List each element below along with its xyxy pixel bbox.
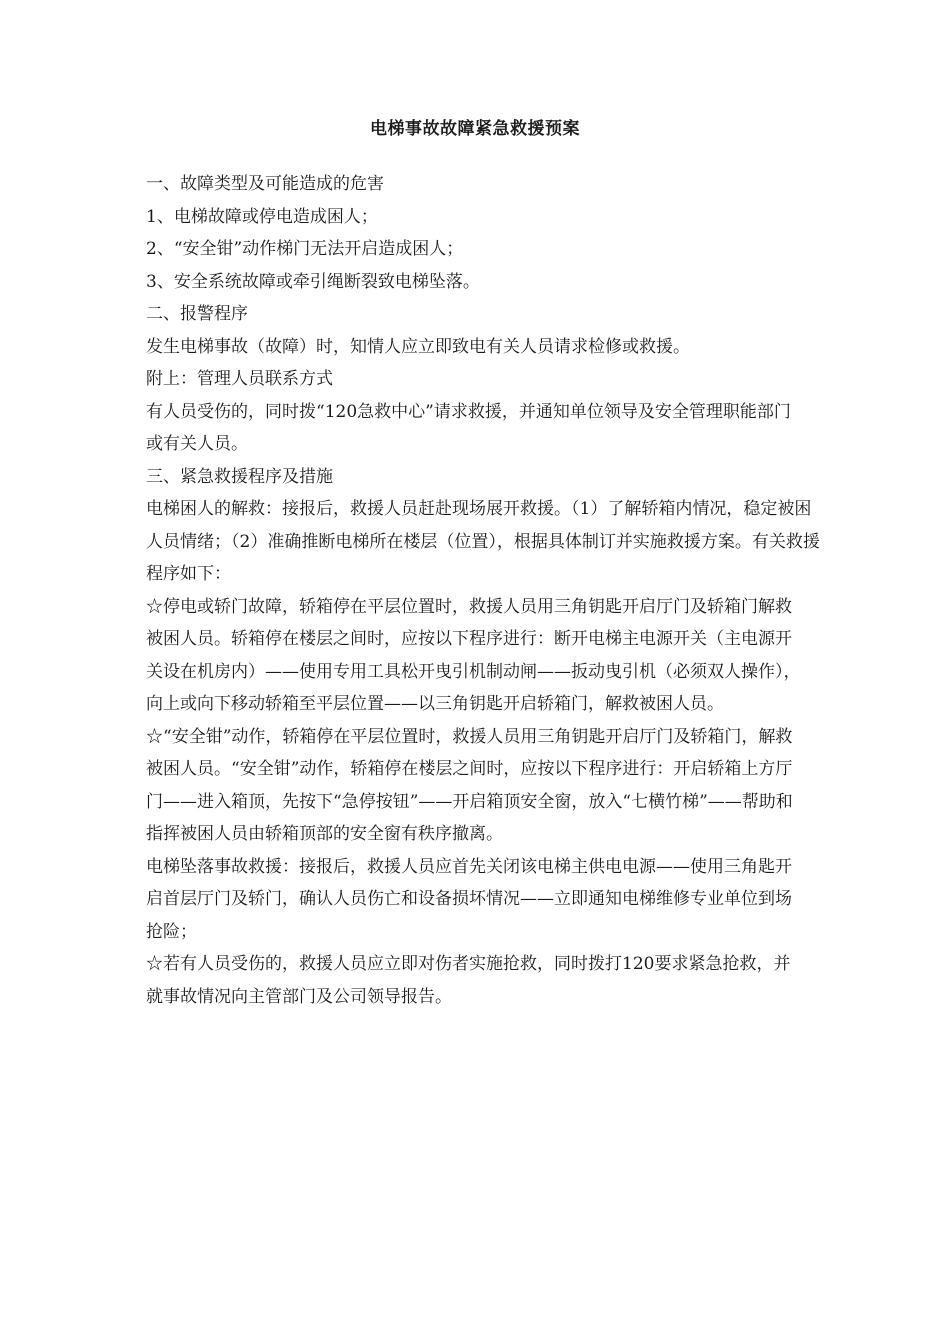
paragraph-injury: 有人员受伤的，同时拨“120急救中心”请求救援，并通知单位领导及安全管理职能部门或有关人员。 (146, 401, 791, 454)
list-item-2: 2、“安全钳”动作梯门无法开启造成困人； (146, 239, 464, 259)
section-heading-3: 三、紧急救援程序及措施 (146, 466, 333, 487)
list-item-1: 1、电梯故障或停电造成困人； (146, 206, 378, 227)
section-heading-1: 一、故障类型及可能造成的危害 (146, 174, 384, 194)
paragraph-alarm: 发生电梯事故（故障）时，知情人应立即致电有关人员请求检修或救援。 (146, 336, 690, 357)
section-heading-2: 二、报警程序 (146, 304, 248, 324)
paragraph-safety-gear: ☆“安全钳”动作，轿箱停在平层位置时，救援人员用三角钥匙开启厅门及轿箱门，解救被困人员。“安全钳”动作，轿箱停在楼层之间时，应按以下程序进行：开启轿箱上方厅门——进入箱顶，先按下“急停按钮”——开启箱顶安全窗，放入“七横竹梯”——帮助和指挥被困人员由轿箱顶部的安全窗有秩序撤离。 (146, 726, 793, 844)
list-item-3: 3、安全系统故障或牵引绳断裂致电梯坠落。 (146, 271, 480, 292)
document-body (146, 168, 826, 1013)
paragraph-trapped-rescue: 电梯困人的解救：接报后，救援人员赶赴现场展开救援。（1）了解轿箱内情况，稳定被困人员情绪；（2）准确推断电梯所在楼层（位置），根据具体制订并实施救援方案。有关救援程序如下： (146, 499, 820, 584)
paragraph-power-failure: ☆停电或轿门故障，轿箱停在平层位置时，救援人员用三角钥匙开启厅门及轿箱门解救被困人员。轿箱停在楼层之间时，应按以下程序进行：断开电梯主电源开关（主电源开关设在机房内）——使用专用工具松开曳引机制动闸——扳动曳引机（必须双人操作），向上或向下移动轿箱至平层位置——以三角钥匙开启轿箱门，解救被困人员。 (146, 596, 801, 714)
paragraph-contact: 附上：管理人员联系方式 (146, 369, 333, 389)
paragraph-injury-rescue: ☆若有人员受伤的，救援人员应立即对伤者实施抢救，同时拨打120要求紧急抢救，并就事故情况向主管部门及公司领导报告。 (146, 954, 791, 1007)
document-title: 电梯事故故障紧急救援预案 (370, 119, 580, 139)
paragraph-fall-rescue: 电梯坠落事故救援：接报后，救援人员应首先关闭该电梯主供电电源——使用三角匙开启首层厅门及轿门，确认人员伤亡和设备损坏情况——立即通知电梯维修专业单位到场抢险； (146, 856, 792, 942)
